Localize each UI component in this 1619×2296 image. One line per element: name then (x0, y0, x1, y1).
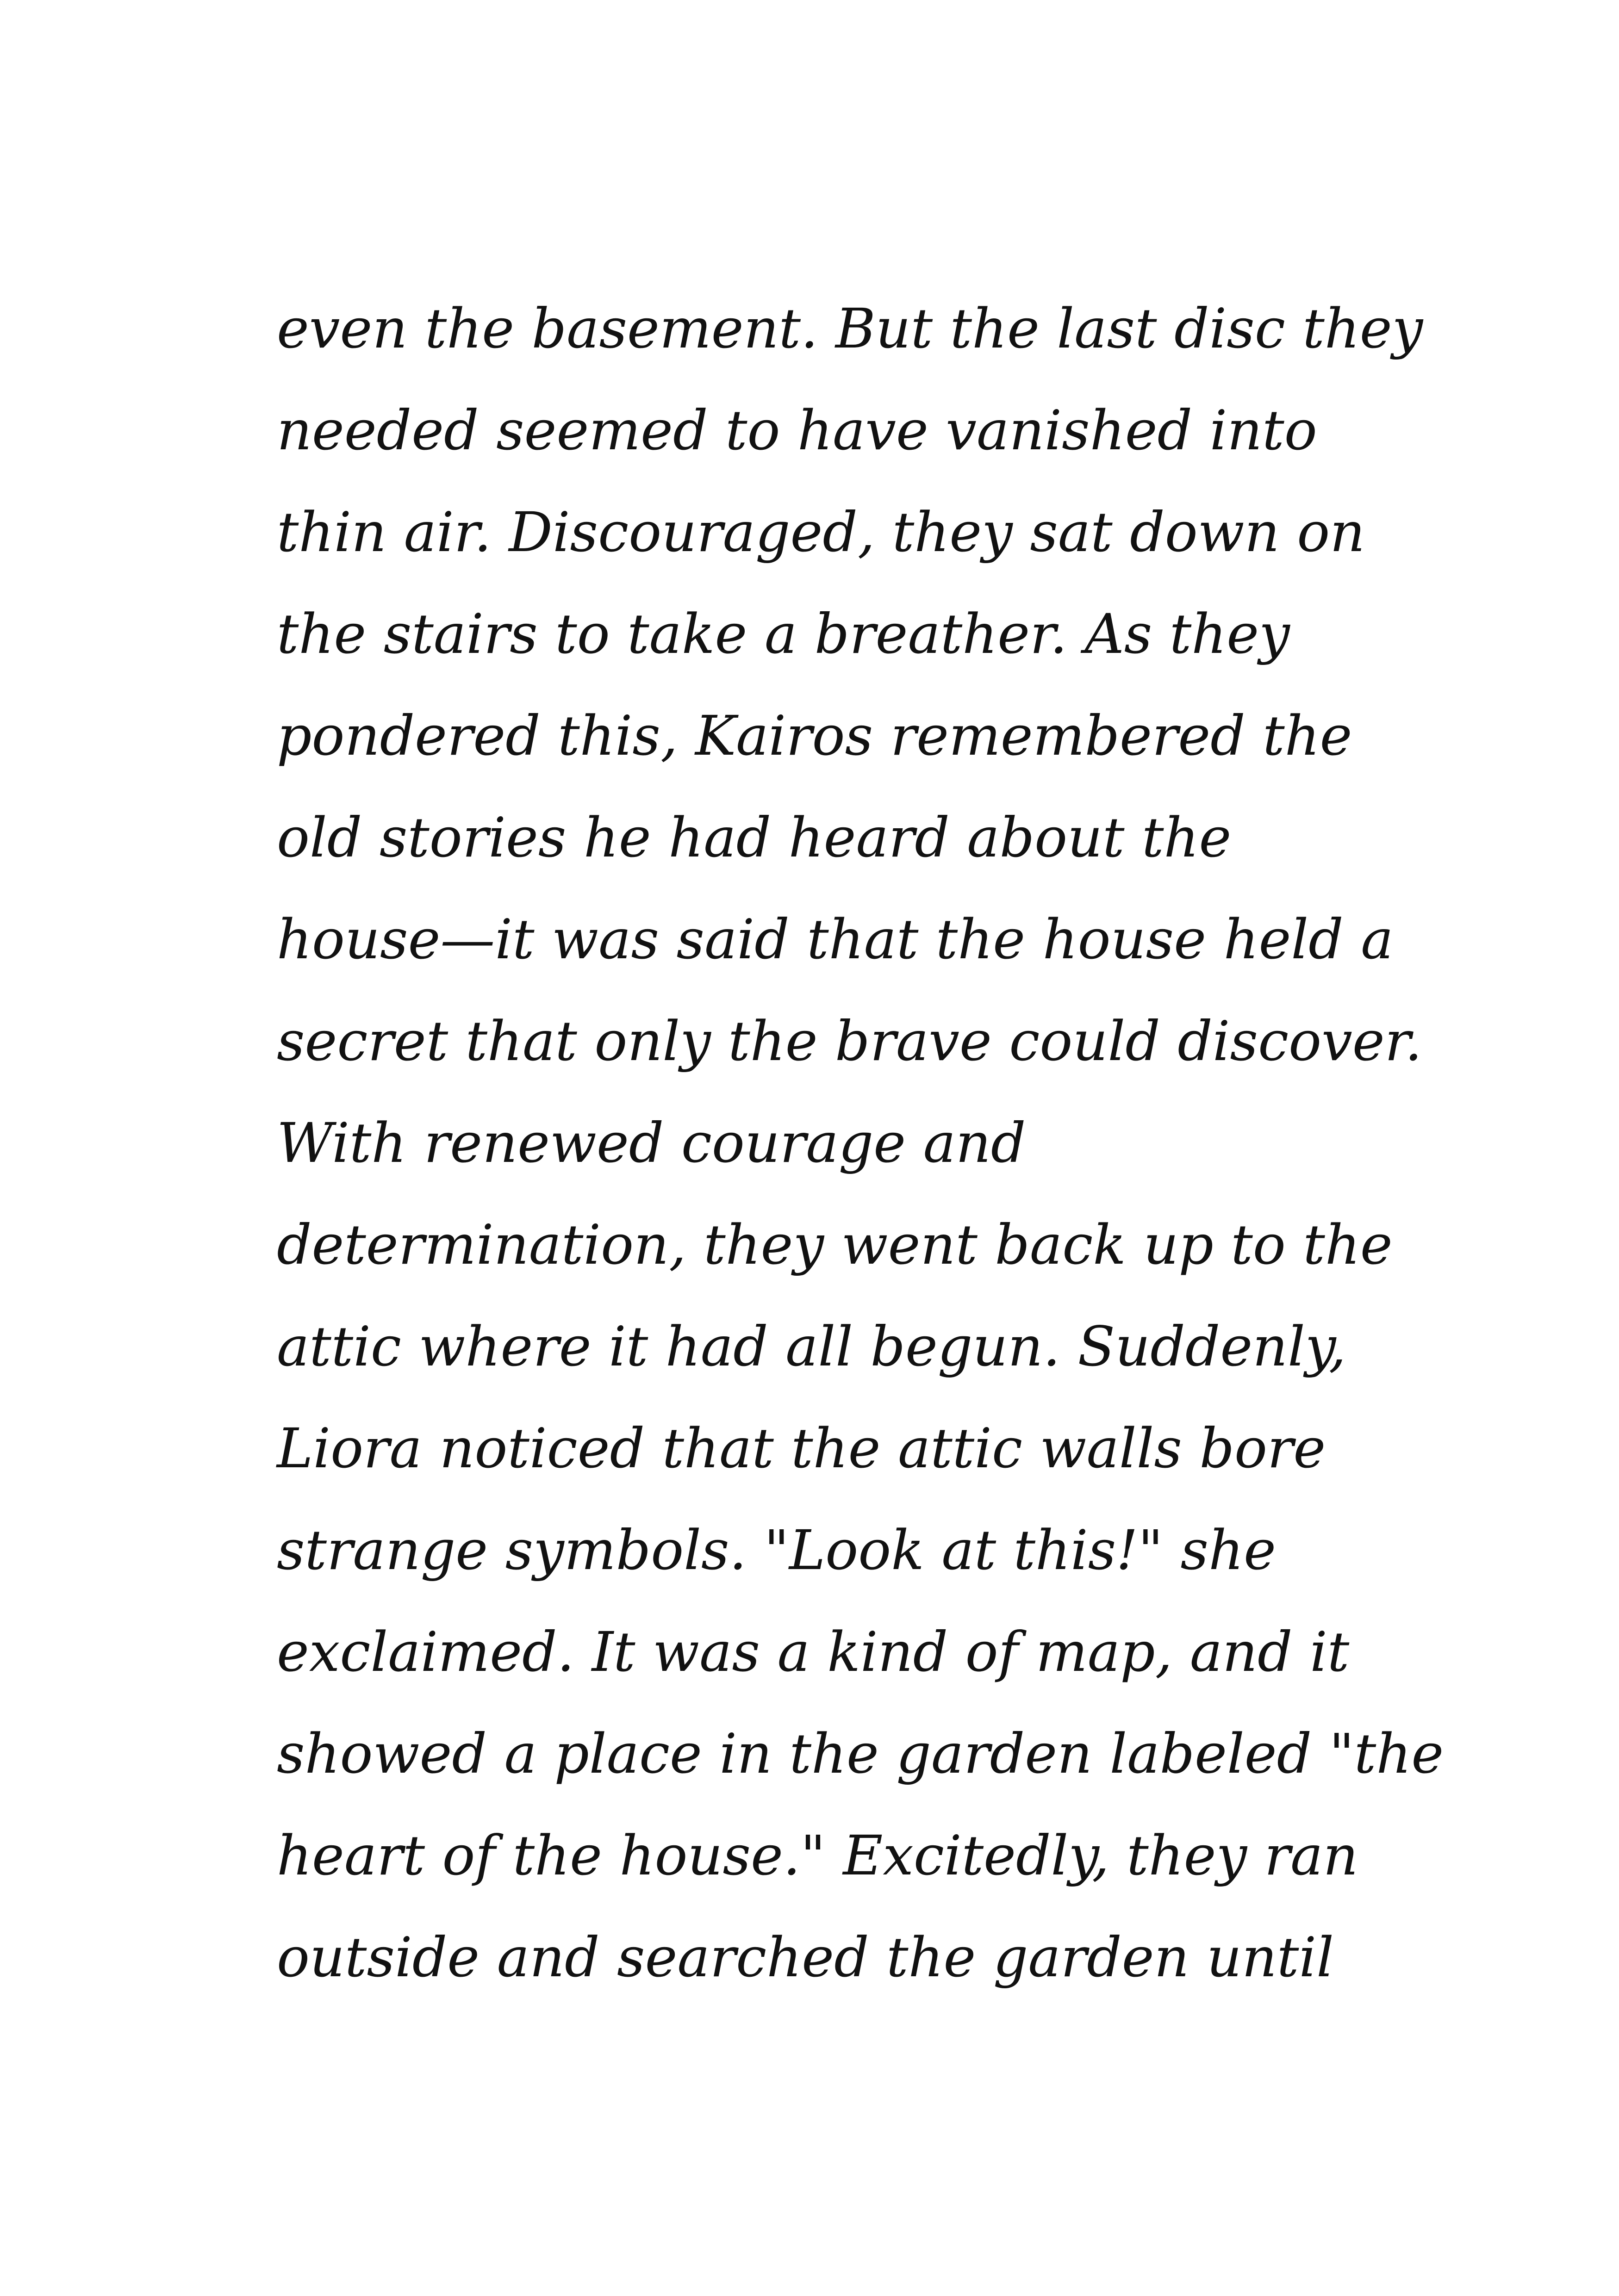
text-line-11: attic where it had all begun. Suddenly, (277, 1315, 1346, 1378)
text-line-2: needed seemed to have vanished into (277, 398, 1317, 462)
text-line-9: With renewed courage and (277, 1111, 1026, 1175)
text-line-13: strange symbols. "Look at this!" she (277, 1518, 1276, 1582)
text-line-7: house—it was said that the house held a (277, 907, 1394, 971)
text-line-8: secret that only the brave could discover. (277, 1009, 1422, 1073)
text-line-15: showed a place in the garden labeled "the (277, 1722, 1444, 1786)
text-line-17: outside and searched the garden until (277, 1925, 1334, 1989)
text-line-3: thin air. Discouraged, they sat down on (277, 500, 1365, 564)
text-line-10: determination, they went back up to the (277, 1213, 1393, 1277)
text-line-6: old stories he had heard about the (277, 806, 1232, 869)
text-line-5: pondered this, Kairos remembered the (277, 704, 1352, 768)
text-line-14: exclaimed. It was a kind of map, and it (277, 1620, 1350, 1684)
text-line-4: the stairs to take a breather. As they (277, 602, 1290, 666)
text-line-12: Liora noticed that the attic walls bore (277, 1416, 1326, 1480)
text-line-16: heart of the house." Excitedly, they ran (277, 1824, 1358, 1887)
story-text-block (277, 278, 1444, 2008)
text-line-1: even the basement. But the last disc they (277, 297, 1423, 360)
